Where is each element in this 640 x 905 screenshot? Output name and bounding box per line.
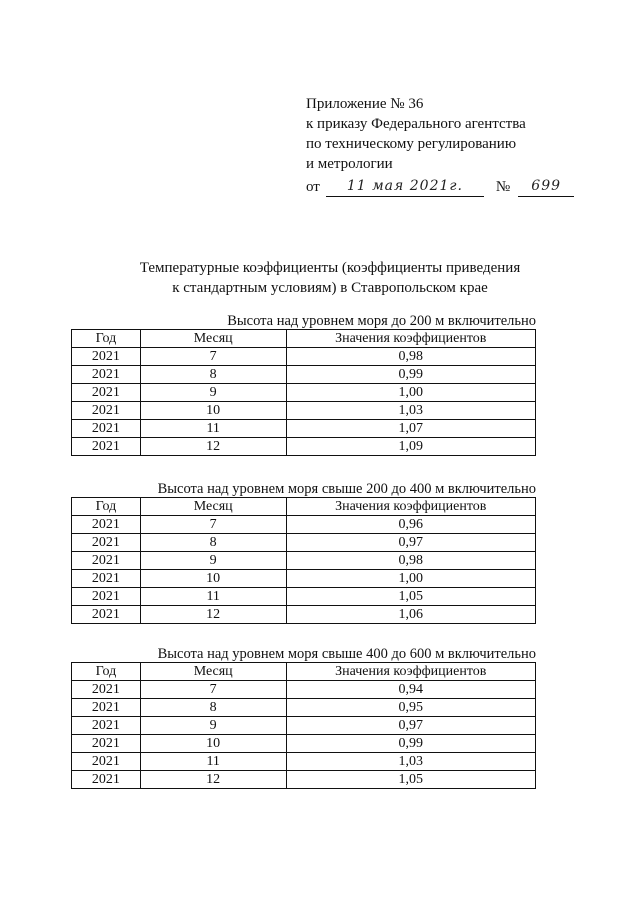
cell-month: 7 [140, 681, 286, 699]
appendix-line: Приложение № 36 [306, 96, 424, 112]
handwritten-date: 11 мая 2021г. [326, 176, 484, 197]
cell-month: 9 [140, 384, 286, 402]
cell-year: 2021 [72, 717, 141, 735]
column-header-year: Год [72, 330, 141, 348]
cell-year: 2021 [72, 348, 141, 366]
cell-year: 2021 [72, 552, 141, 570]
order-date-line [306, 176, 606, 197]
cell-year: 2021 [72, 735, 141, 753]
column-header-month: Месяц [140, 330, 286, 348]
table-row [72, 420, 536, 438]
cell-month: 12 [140, 771, 286, 789]
cell-month: 11 [140, 753, 286, 771]
cell-year: 2021 [72, 681, 141, 699]
altitude-caption: Высота над уровнем моря свыше 200 до 400 м включительно [157, 481, 536, 497]
cell-year: 2021 [72, 438, 141, 456]
cell-value: 0,98 [286, 552, 536, 570]
cell-year: 2021 [72, 771, 141, 789]
cell-value: 0,98 [286, 348, 536, 366]
cell-value: 1,06 [286, 606, 536, 624]
cell-year: 2021 [72, 516, 141, 534]
cell-value: 1,00 [286, 570, 536, 588]
cell-value: 0,95 [286, 699, 536, 717]
cell-month: 12 [140, 606, 286, 624]
cell-month: 10 [140, 735, 286, 753]
cell-year: 2021 [72, 384, 141, 402]
column-header-value: Значения коэффициентов [286, 330, 536, 348]
cell-value: 0,99 [286, 735, 536, 753]
table-row [72, 384, 536, 402]
appendix-line: к приказу Федерального агентства [306, 116, 526, 132]
handwritten-number: 699 [518, 176, 574, 197]
cell-month: 10 [140, 570, 286, 588]
cell-month: 8 [140, 366, 286, 384]
cell-value: 1,00 [286, 384, 536, 402]
table-row [72, 681, 536, 699]
table-row [72, 348, 536, 366]
table-row [72, 717, 536, 735]
cell-value: 0,96 [286, 516, 536, 534]
column-header-value: Значения коэффициентов [286, 663, 536, 681]
cell-month: 8 [140, 699, 286, 717]
table-row [72, 438, 536, 456]
cell-month: 9 [140, 717, 286, 735]
cell-value: 1,05 [286, 771, 536, 789]
cell-value: 1,03 [286, 402, 536, 420]
table-row [72, 771, 536, 789]
cell-month: 10 [140, 402, 286, 420]
column-header-month: Месяц [140, 663, 286, 681]
cell-year: 2021 [72, 534, 141, 552]
coefficients-section-1 [71, 313, 536, 456]
table-row [72, 699, 536, 717]
document-title [80, 258, 580, 298]
cell-month: 8 [140, 534, 286, 552]
coefficients-table [71, 329, 536, 456]
cell-value: 1,09 [286, 438, 536, 456]
title-line-1: Температурные коэффициенты (коэффициенты приведения [139, 260, 521, 276]
coefficients-table [71, 662, 536, 789]
table-row [72, 570, 536, 588]
appendix-line: и метрологии [306, 156, 393, 172]
cell-value: 0,97 [286, 717, 536, 735]
table-row [72, 753, 536, 771]
cell-year: 2021 [72, 570, 141, 588]
cell-value: 0,94 [286, 681, 536, 699]
table-header-row [72, 330, 536, 348]
coefficients-section-2 [71, 481, 536, 624]
number-prefix: № [495, 179, 511, 195]
cell-year: 2021 [72, 420, 141, 438]
cell-value: 0,97 [286, 534, 536, 552]
cell-month: 11 [140, 420, 286, 438]
cell-month: 7 [140, 516, 286, 534]
column-header-year: Год [72, 663, 141, 681]
table-row [72, 366, 536, 384]
column-header-value: Значения коэффициентов [286, 498, 536, 516]
cell-month: 9 [140, 552, 286, 570]
appendix-header [306, 94, 606, 197]
table-row [72, 552, 536, 570]
cell-value: 0,99 [286, 366, 536, 384]
cell-value: 1,07 [286, 420, 536, 438]
table-header-row [72, 663, 536, 681]
table-row [72, 606, 536, 624]
table-row [72, 588, 536, 606]
cell-year: 2021 [72, 753, 141, 771]
table-row [72, 735, 536, 753]
column-header-year: Год [72, 498, 141, 516]
coefficients-table [71, 497, 536, 624]
cell-year: 2021 [72, 402, 141, 420]
title-line-2: к стандартным условиям) в Ставропольском крае [172, 280, 488, 296]
cell-month: 12 [140, 438, 286, 456]
cell-year: 2021 [72, 606, 141, 624]
altitude-caption: Высота над уровнем моря до 200 м включительно [227, 313, 536, 329]
coefficients-section-3 [71, 646, 536, 789]
table-row [72, 516, 536, 534]
cell-month: 11 [140, 588, 286, 606]
cell-value: 1,03 [286, 753, 536, 771]
cell-year: 2021 [72, 588, 141, 606]
cell-year: 2021 [72, 699, 141, 717]
appendix-line: по техническому регулированию [306, 136, 517, 152]
table-row [72, 402, 536, 420]
column-header-month: Месяц [140, 498, 286, 516]
cell-year: 2021 [72, 366, 141, 384]
altitude-caption: Высота над уровнем моря свыше 400 до 600 м включительно [157, 646, 536, 662]
cell-month: 7 [140, 348, 286, 366]
date-prefix: от [306, 179, 320, 195]
table-header-row [72, 498, 536, 516]
cell-value: 1,05 [286, 588, 536, 606]
table-row [72, 534, 536, 552]
